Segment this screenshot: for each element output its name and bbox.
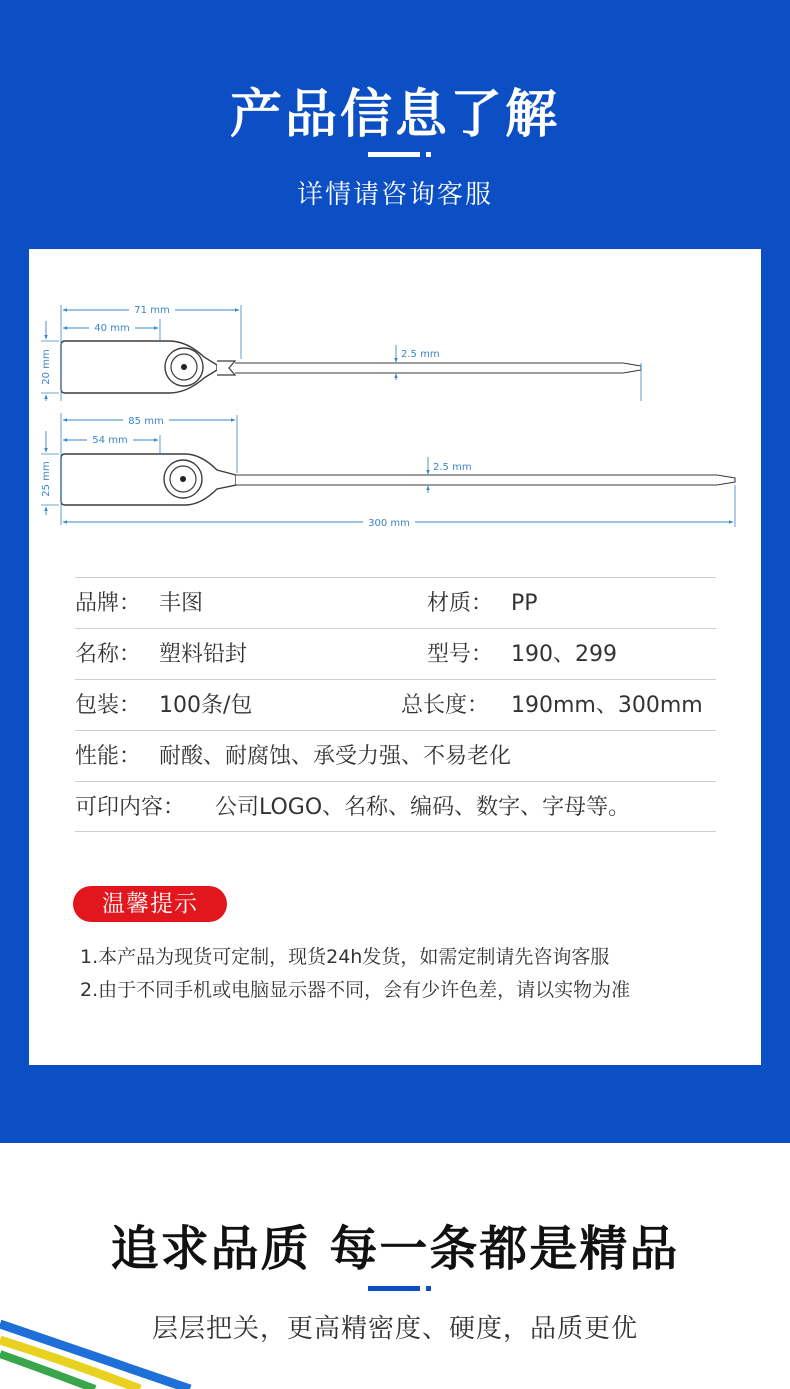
quality-underline — [368, 1286, 420, 1291]
packing-label: 包装： — [75, 693, 142, 718]
packing-value: 100条/包 — [159, 693, 253, 718]
brand-value: 丰图 — [159, 591, 204, 616]
quality-subtitle: 层层把关，更高精密度、硬度，品质更优 — [151, 1314, 638, 1344]
name-label: 名称： — [75, 642, 142, 667]
title-underline-dot — [426, 152, 431, 157]
spec-row — [75, 679, 716, 730]
large-thickness-label: 2.5 mm — [433, 462, 472, 473]
small-height-label: 20 mm — [41, 349, 52, 385]
performance-label: 性能： — [75, 744, 142, 769]
large-seal — [41, 413, 735, 529]
performance-value: 耐酸、耐腐蚀、承受力强、不易老化 — [159, 744, 512, 769]
spec-row — [75, 781, 716, 832]
print-content-label: 可印内容： — [75, 795, 186, 820]
large-total-length-label: 85 mm — [128, 416, 164, 427]
material-label: 材质： — [427, 591, 494, 616]
model-label: 型号： — [427, 642, 494, 667]
large-height-label: 25 mm — [41, 461, 52, 497]
seal-cables-image — [0, 1310, 200, 1389]
quality-underline-dot — [426, 1286, 431, 1291]
overall-length-label: 300 mm — [368, 518, 410, 529]
tip-line-2: 2.由于不同手机或电脑显示器不同，会有少许色差，请以实物为准 — [80, 979, 631, 1001]
small-total-length-label: 71 mm — [134, 305, 170, 316]
small-seal — [41, 303, 641, 401]
spec-row — [75, 577, 716, 628]
small-head-length-label: 40 mm — [94, 323, 130, 334]
length-value: 190mm、300mm — [511, 693, 703, 718]
seal-dimension-diagram — [29, 249, 761, 549]
title-underline — [368, 152, 420, 157]
brand-label: 品牌： — [75, 591, 142, 616]
material-value: PP — [511, 591, 538, 616]
section-subtitle: 详情请咨询客服 — [296, 180, 493, 210]
print-content-value: 公司LOGO、名称、编码、数字、字母等。 — [215, 795, 631, 820]
tip-badge: 温馨提示 — [73, 886, 227, 922]
large-head-length-label: 54 mm — [92, 435, 128, 446]
quality-title: 追求品质 每一条都是精品 — [110, 1221, 680, 1277]
spec-row — [75, 730, 716, 781]
length-label: 总长度： — [401, 693, 490, 718]
name-value: 塑料铅封 — [159, 642, 248, 667]
small-thickness-label: 2.5 mm — [401, 349, 440, 360]
spec-row — [75, 628, 716, 679]
spec-table — [75, 577, 716, 832]
section-title: 产品信息了解 — [229, 85, 560, 145]
product-card — [29, 249, 761, 1065]
model-value: 190、299 — [511, 642, 617, 667]
tip-line-1: 1.本产品为现货可定制，现货24h发货，如需定制请先咨询客服 — [80, 946, 610, 968]
